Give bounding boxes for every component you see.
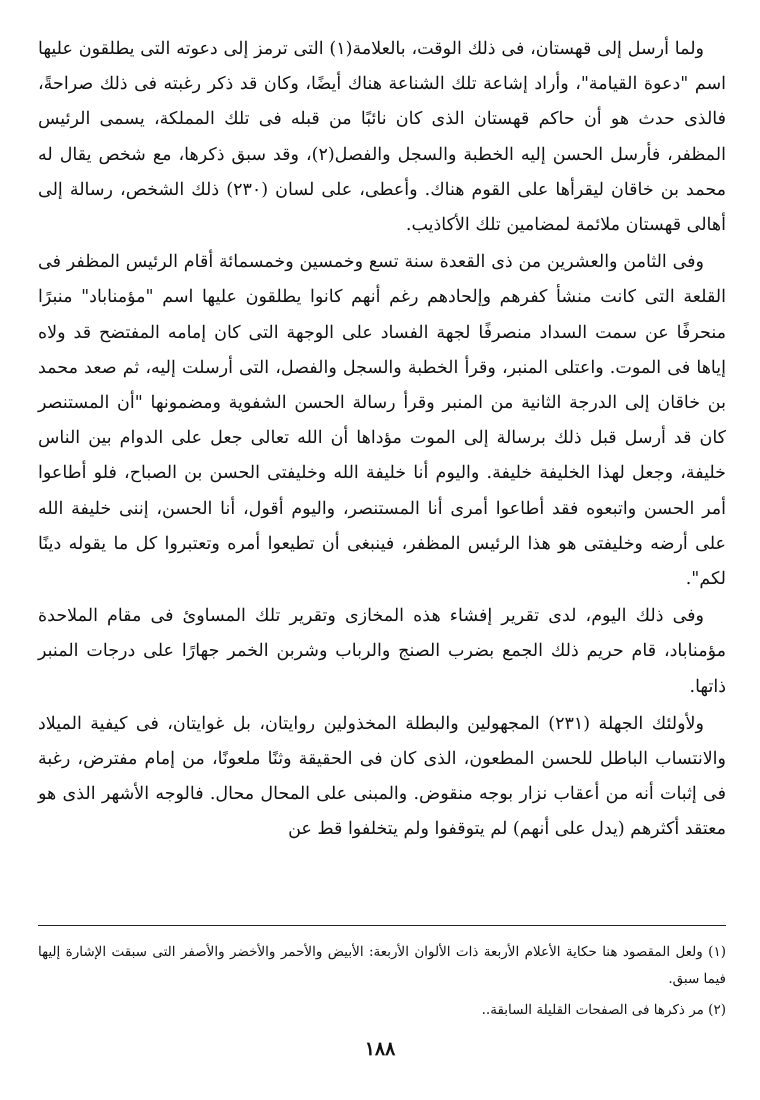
page-number: ١٨٨ [364, 1038, 396, 1060]
footnote-1: (١) ولعل المقصود هنا حكاية الأعلام الأربعة ذات الألوان الأربعة: الأبيض والأحمر والأخضر والأصفر التى سبقت الإشارة إليها فيما سبق. [38, 944, 726, 987]
footnote-2: (٢) مر ذكرها فى الصفحات القليلة السابقة.. [481, 1002, 726, 1018]
paragraph-4: ولأولئك الجهلة (٢٣١) المجهولين والبطلة المخذولين روايتان، بل غوايتان، فى كيفية الميلاد والانتساب الباطل للحسن المطعون، الذى كان فى الحقيقة وثنًا ملعونًا، من إمام مفترض، رغبة فى إثبات أنه من أعقاب نزار بوجه منقوض. والمبنى على المحال محال. فالوجه الأشهر الذى هو معتقد أكثرهم (يدل على أنهم) لم يتوقفوا ولم يتخلفوا قط عن [38, 713, 726, 840]
paragraph-3: وفى ذلك اليوم، لدى تقرير إفشاء هذه المخازى وتقرير تلك المساوئ فى مقام الملاحدة مؤمناباد، قام حريم ذلك الجمع بضرب الصنج والرباب وشربن الخمر جهارًا على درجات المنبر ذاتها. [38, 606, 726, 697]
paragraph-1: ولما أرسل إلى قهستان، فى ذلك الوقت، بالعلامة(١) التى ترمز إلى دعوته التى يطلقون عليها اسم "دعوة القيامة"، وأراد إشاعة تلك الشناعة هناك أيضًا، وكان قد ذكر رغبته فى ذلك صراحةً، فالذى حدث هو أن حاكم قهستان الذى كان نائبًا من قبله فى تلك المملكة، يسمى الرئيس المظفر، فأرسل الحسن إليه الخطبة والسجل والفصل(٢)، وقد سبق ذكرها، مع شخص يقال له محمد بن خاقان ليقرأها على القوم هناك. وأعطى، على لسان (٢٣٠) ذلك الشخص، رسالة إلى أهالى قهستان ملائمة لمضامين تلك الأكاذيب. [38, 39, 726, 236]
paragraph-2: وفى الثامن والعشرين من ذى القعدة سنة تسع وخمسين وخمسمائة أقام الرئيس المظفر فى القلعة التى كانت منشأ كفرهم وإلحادهم رغم أنهم كانوا يطلقون عليها اسم "مؤمناباد" منبرًا منحرفًا عن سمت السداد منصرفًا لجهة الفساد على الوجهة التى كان إمامه المفتضح قد ولاه إياها فى الموت. واعتلى المنبر، وقرأ الخطبة والسجل والفصل، التى أرسلت إليه، ثم صعد محمد بن خاقان إلى الدرجة الثانية من المنبر وقرأ رسالة الحسن الشفوية ومضمونها "أن المستنصر كان قد أرسل قبل ذلك برسالة إلى الموت مؤداها أن الله تعالى جعل على الدوام بين الناس خليفة، وجعل لهذا الخليفة خليفة. واليوم أنا خليفة الله وخليفتى الحسن بن الصباح، فلو أطاعوا أمر الحسن واتبعوه فقد أطاعوا أمرى أنا المستنصر، واليوم أقول، أنا الحسن، إننى خليفة الله على أرضه وخليفتى هو هذا الرئيس المظفر، فينبغى أن تطيعوا أمره وتعتبروا كل ما يقوله دينًا لكم". [38, 252, 726, 590]
footnote-divider [38, 925, 726, 926]
main-text [38, 32, 726, 850]
footnotes [38, 939, 726, 1028]
